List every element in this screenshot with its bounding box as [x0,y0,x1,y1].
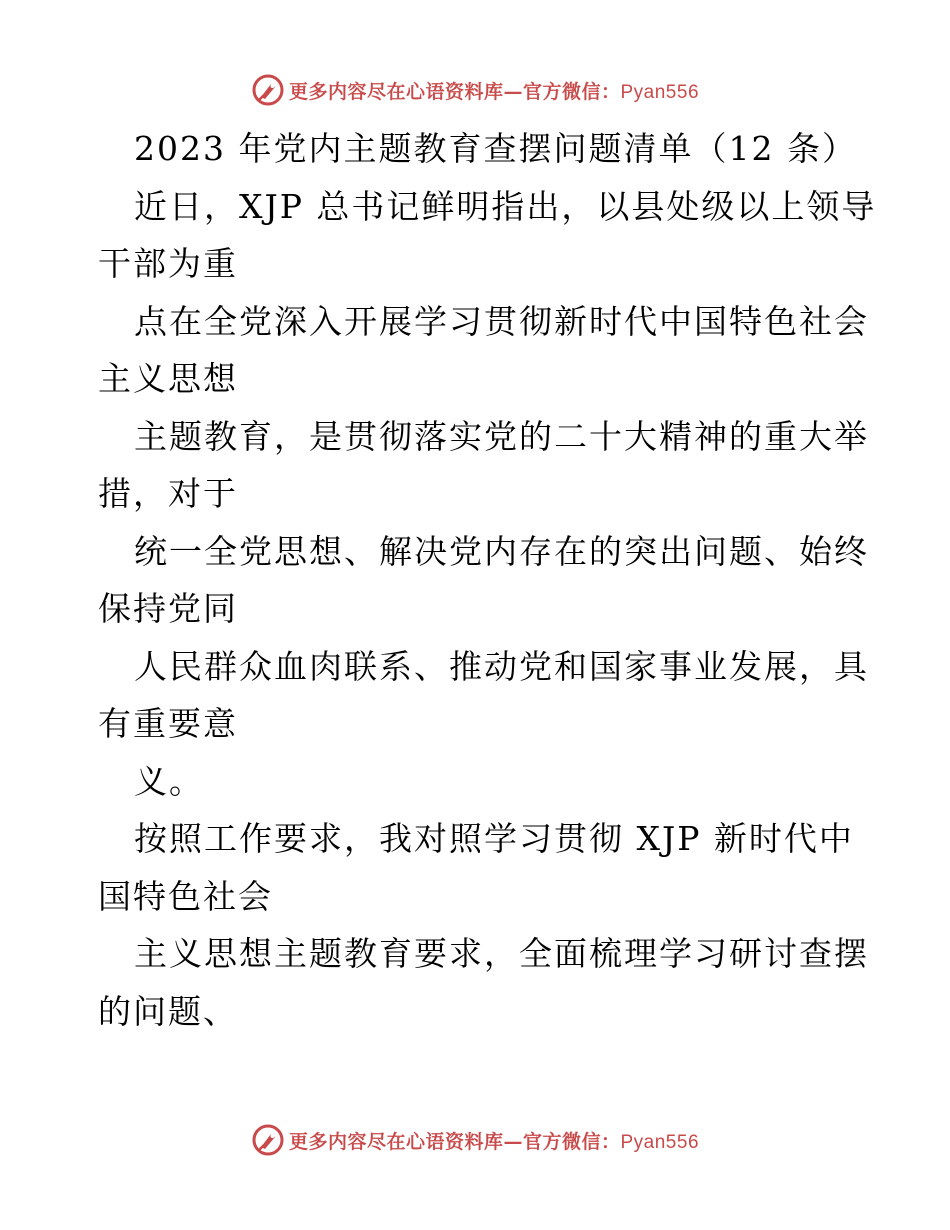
wechat-id: Pyan556 [620,81,700,103]
paragraph-line: 主义思想 [98,359,238,398]
watermark-text: 更多内容尽在心语资料库—官方微信：Pyan556 [288,1130,700,1153]
footer-watermark-banner [0,1120,950,1160]
paragraph-line: 主义思想主题教育要求，全面梳理学习研讨查摆 [134,934,869,973]
pen-nib-logo-icon [251,73,285,107]
paragraph-line: 干部为重 [98,244,238,283]
paragraph-line: 2023 年党内主题教育查摆问题清单（12 条） [134,129,857,168]
header-watermark-banner [0,70,950,110]
paragraph-line: 有重要意 [98,704,238,743]
pen-nib-logo-icon [251,1123,285,1157]
paragraph-line: 义。 [134,761,204,801]
paragraph-line: 保持党同 [98,589,238,628]
paragraph-line: 措，对于 [98,474,238,513]
paragraph-line: 近日，XJP 总书记鲜明指出，以县处级以上领导 [134,186,877,226]
paragraph-line: 国特色社会 [98,876,273,916]
watermark-text: 更多内容尽在心语资料库—官方微信：Pyan556 [288,80,700,103]
paragraph-line: 的问题、 [98,991,238,1031]
document-body [98,120,877,1040]
paragraph-line: 人民群众血肉联系、推动党和国家事业发展，具 [134,646,869,686]
paragraph-line: 主题教育，是贯彻落实党的二十大精神的重大举 [134,416,869,456]
wechat-id: Pyan556 [620,1131,700,1153]
paragraph-line: 点在全党深入开展学习贯彻新时代中国特色社会 [134,301,869,341]
paragraph-line: 统一全党思想、解决党内存在的突出问题、始终 [134,531,869,571]
paragraph-line: 按照工作要求，我对照学习贯彻 XJP 新时代中 [134,819,854,858]
